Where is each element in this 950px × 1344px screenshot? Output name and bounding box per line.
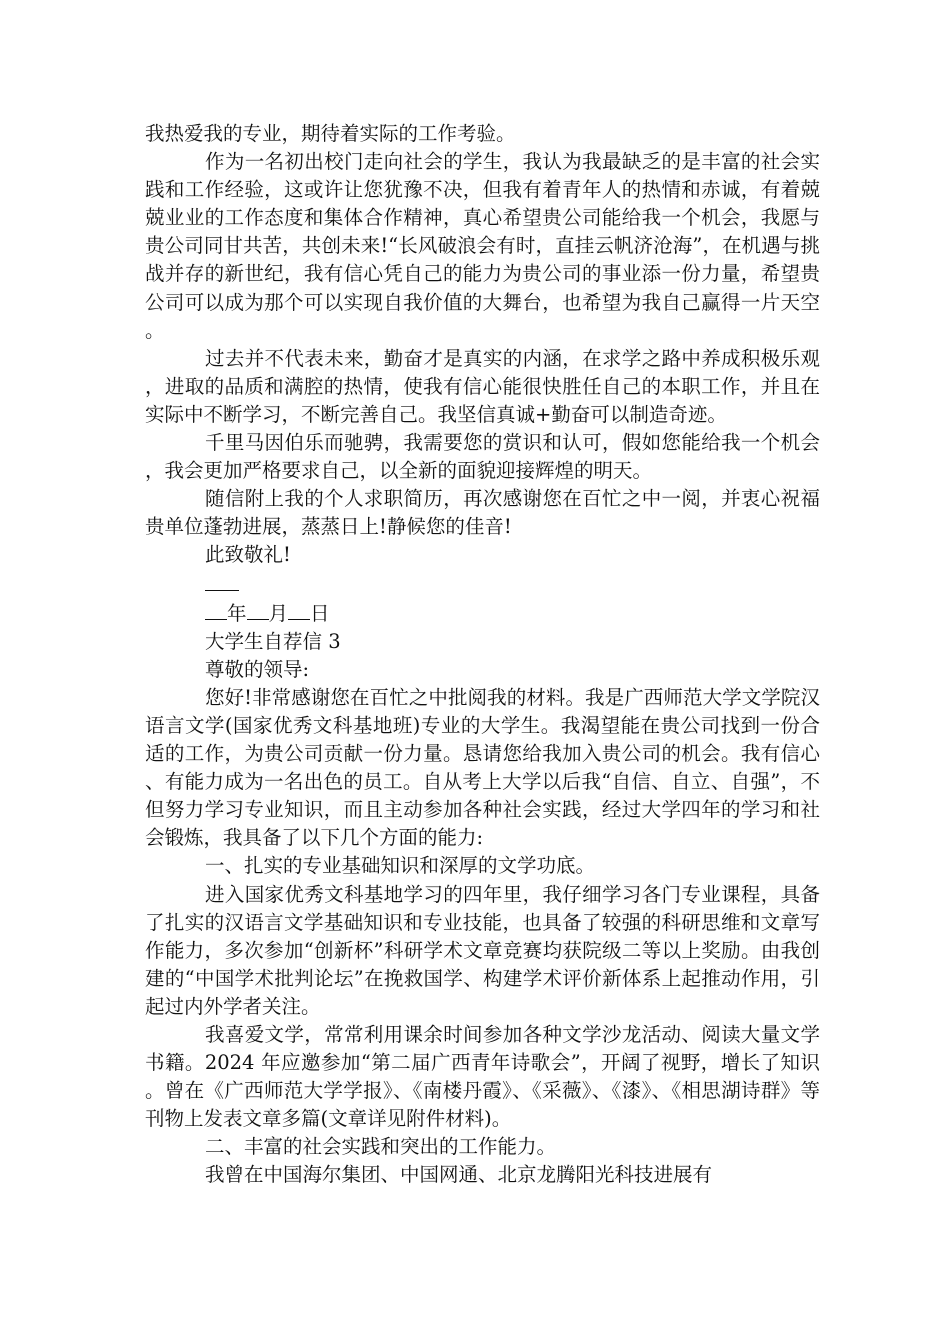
paragraph-2: 作为一名初出校门走向社会的学生，我认为我最缺乏的是丰富的社会实践和工作经验，这或许让您犹豫不决，但我有着青年人的热情和赤诚，有着兢兢业业的工作态度和集体合作精神，真心希望贵公司能给我一个机会，我愿与贵公司同甘共苦，共创未来!“长风破浪会有时，直挂云帆济沧海”，在机遇与挑战并存的新世纪，我有信心凭自己的能力为贵公司的事业添一份力量，希望贵公司可以成为那个可以实现自我价值的大舞台，也希望为我自己赢得一片天空。 (145, 150, 820, 342)
section-heading-2: 二、丰富的社会实践和突出的工作能力。 (205, 1135, 557, 1159)
date-line (145, 599, 820, 628)
paragraph-3: 过去并不代表未来，勤奋才是真实的内涵，在求学之路中养成积极乐观，进取的品质和满腔的热情，使我有信心能很快胜任自己的本职工作，并且在实际中不断学习，不断完善自己。我坚信真诚+勤奋可以制造奇迹。 (145, 346, 820, 426)
letter3-paragraph-2: 进入国家优秀文科基地学习的四年里，我仔细学习各门专业课程，具备了扎实的汉语言文学基础知识和专业技能，也具备了较强的科研思维和文章写作能力，多次参加“创新杯”科研学术文章竞赛均获院级二等以上奖励。由我创建的“中国学术批判论坛”在挽救国学、构建学术评价新体系上起推动作用，引起过内外学者关注。 (145, 882, 820, 1018)
letter-body (145, 120, 820, 1190)
month-label: 月 (268, 601, 289, 625)
year-label: 年 (227, 601, 247, 625)
letter3-paragraph-3: 我喜爱文学，常常利用课余时间参加各种文学沙龙活动、阅读大量文学书籍。2024 年应邀参加“第二届广西青年诗歌会”，开阔了视野，增长了知识。曾在《广西师范大学学报》、《南楼丹霞》、《采薇》、《漆》、《相思湖诗群》等刊物上发表文章多篇(文章详见附件材料)。 (145, 1023, 820, 1131)
paragraph-1: 我热爱我的专业，期待着实际的工作考验。 (145, 122, 516, 145)
letter3-title: 大学生自荐信 3 (205, 629, 341, 653)
paragraph-4: 千里马因伯乐而驰骋，我需要您的赏识和认可，假如您能给我一个机会，我会更加严格要求自己，以全新的面貌迎接辉煌的明天。 (145, 431, 820, 483)
signature-blank-line (145, 570, 820, 599)
signature-underline (205, 570, 239, 591)
section-heading-1: 一、扎实的专业基础知识和深厚的文学功底。 (205, 854, 596, 878)
day-blank (288, 599, 310, 620)
year-blank (205, 599, 227, 620)
paragraph-5: 随信附上我的个人求职简历，再次感谢您在百忙之中一阅，并衷心祝福贵单位蓬勃进展，蒸蒸日上!静候您的佳音! (145, 487, 820, 539)
day-label: 日 (310, 601, 330, 625)
closing-salutation: 此致敬礼! (205, 543, 291, 567)
month-blank (247, 599, 269, 620)
letter3-paragraph-4: 我曾在中国海尔集团、中国网通、北京龙腾阳光科技进展有 (205, 1163, 713, 1187)
letter3-salutation: 尊敬的领导: (205, 657, 310, 681)
letter3-paragraph-1: 您好!非常感谢您在百忙之中批阅我的材料。我是广西师范大学文学院汉语言文学(国家优秀文科基地班)专业的大学生。我渴望能在贵公司找到一份合适的工作，为贵公司贡献一份力量。恳请您给我加入贵公司的机会。我有信心、有能力成为一名出色的员工。自从考上大学以后我“自信、自立、自强”，不但努力学习专业知识，而且主动参加各种社会实践，经过大学四年的学习和社会锻炼，我具备了以下几个方面的能力: (145, 685, 820, 850)
